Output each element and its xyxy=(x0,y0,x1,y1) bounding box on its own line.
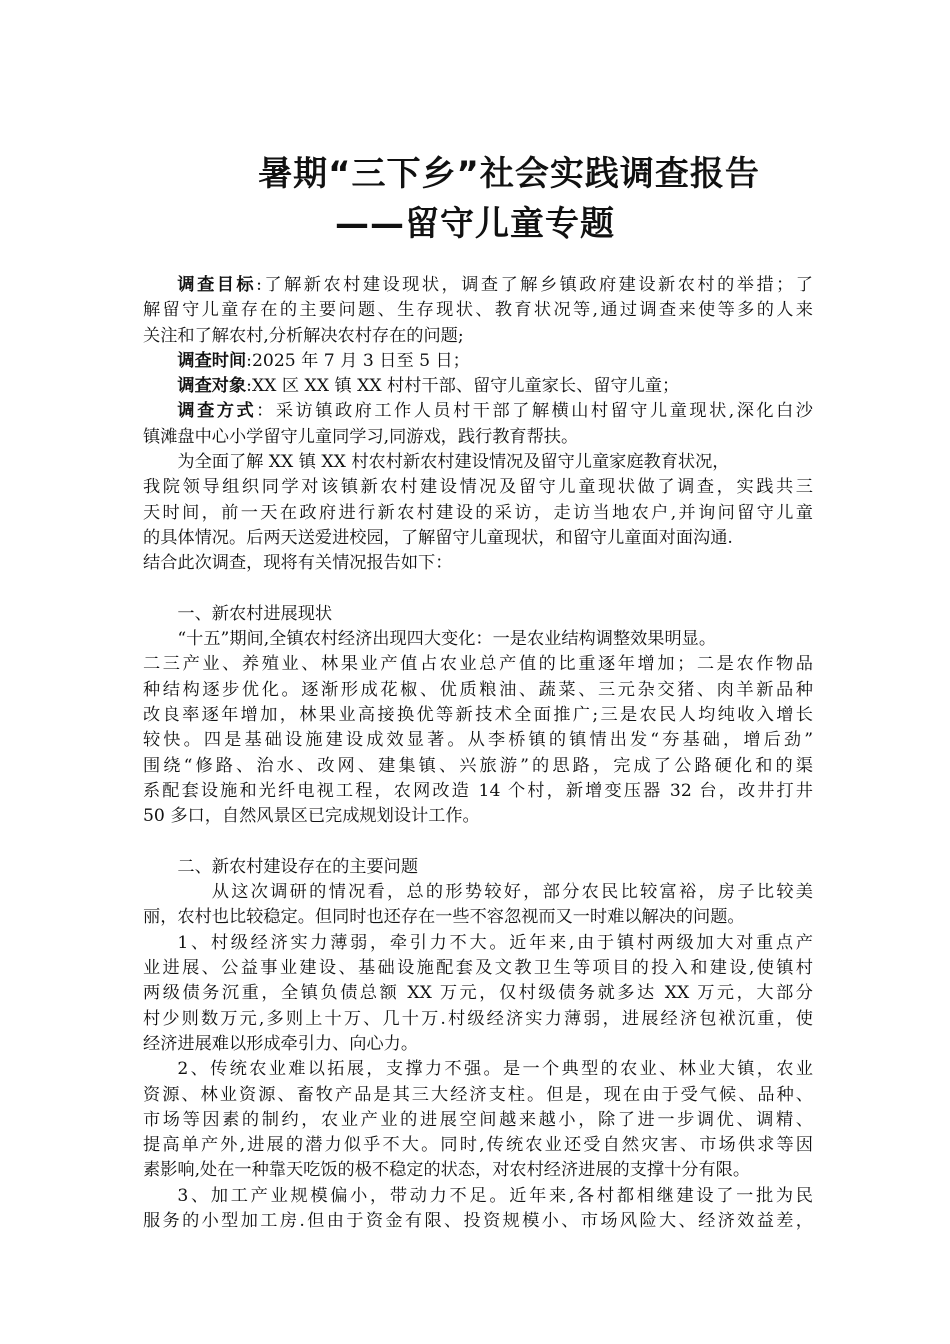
goal-line: 关注和了解农村,分析解决农村存在的问题; xyxy=(143,325,464,346)
section1-line: 系配套设施和光纤电视工程，农网改造 14 个村，新增变压器 32 台，改井打井 xyxy=(143,780,813,801)
section1-line: 50 多口，自然风景区已完成规划设计工作。 xyxy=(143,806,480,827)
report-body xyxy=(143,273,813,1234)
intro-paragraph xyxy=(143,450,813,576)
report-subtitle: ——留守儿童专题 xyxy=(335,204,615,244)
section2-intro-line: 丽，农村也比较稳定。但同时也还存在一些不容忽视而又一时难以解决的问题。 xyxy=(143,907,745,928)
section1-heading: 一、新农村进展现状 xyxy=(177,603,333,624)
item3-line: 3、加工产业规模偏小，带动力不足。近年来,各村都相继建设了一批为民 xyxy=(177,1185,813,1206)
object-line: 调查对象:XX 区 XX 镇 XX 村村干部、留守儿童家长、留守儿童； xyxy=(177,376,680,397)
method-paragraph xyxy=(143,399,813,450)
intro-line: 我院领导组织同学对该镇新农村建设情况及留守儿童现状做了调查，实践共三 xyxy=(143,477,813,498)
section2-intro-paragraph xyxy=(143,880,813,931)
time-line: 调查时间:2025 年 7 月 3 日至 5 日； xyxy=(177,350,470,371)
method-line: 调查方式：采访镇政府工作人员村干部了解横山村留守儿童现状,深化白沙 xyxy=(177,401,813,422)
section2-intro-line: 从这次调研的情况看，总的形势较好，部分农民比较富裕，房子比较美 xyxy=(211,882,813,903)
item3-line: 服务的小型加工房.但由于资金有限、投资规模小、市场风险大、经济效益差， xyxy=(143,1210,813,1231)
item2-line: 素影响,处在一种靠天吃饭的极不稳定的状态，对农村经济进展的支撑十分有限。 xyxy=(143,1160,751,1181)
item1-line: 1、村级经济实力薄弱，牵引力不大。近年来,由于镇村两级加大对重点产 xyxy=(177,932,813,953)
section1-line: 种结构逐步优化。逐渐形成花椒、优质粮油、蔬菜、三元杂交猪、肉羊新品种 xyxy=(143,679,813,700)
section1-line: 改良率逐年增加，林果业高接换优等新技术全面推广;三是农民人均纯收入增长 xyxy=(143,705,813,726)
section1-line: 二三产业、养殖业、林果业产值占农业总产值的比重逐年增加；二是农作物品 xyxy=(143,654,813,675)
section1-line: 较快。四是基础设施建设成效显著。从李桥镇的镇情出发“夯基础，增后劲” xyxy=(143,730,813,751)
report-title: 暑期“三下乡”社会实践调查报告 xyxy=(258,154,760,194)
item2-line: 2、传统农业难以拓展，支撑力不强。是一个典型的农业、林业大镇，农业 xyxy=(177,1059,813,1080)
section1-paragraph xyxy=(143,627,813,829)
item1-line: 经济进展难以形成牵引力、向心力。 xyxy=(143,1033,419,1054)
intro-line: 的具体情况。后两天送爱进校园，了解留守儿童现状，和留守儿童面对面沟通. xyxy=(143,527,733,548)
method-label: 调查方式 xyxy=(177,401,257,422)
section2-heading: 二、新农村建设存在的主要问题 xyxy=(177,856,419,877)
spacer xyxy=(143,577,813,602)
intro-line: 结合此次调查，现将有关情况报告如下： xyxy=(143,553,453,574)
time-label: 调查时间 xyxy=(177,350,247,371)
section2-item1-paragraph xyxy=(143,931,813,1057)
method-line: 镇滩盘中心小学留守儿童同学习,同游戏，践行教育帮扶。 xyxy=(143,426,579,447)
intro-line: 天时间，前一天在政府进行新农村建设的采访，走访当地农户,并询问留守儿童 xyxy=(143,502,813,523)
goal-label: 调查目标 xyxy=(177,275,257,295)
intro-line: 为全面了解 XX 镇 XX 村农村新农村建设情况及留守儿童家庭教育状况， xyxy=(177,452,730,473)
goal-line: 解留守儿童存在的主要问题、生存现状、教育状况等,通过调查来使等多的人来 xyxy=(143,300,813,321)
section2-item2-paragraph xyxy=(143,1057,813,1183)
item2-line: 资源、林业资源、畜牧产品是其三大经济支柱。但是，现在由于受气候、品种、 xyxy=(143,1084,813,1105)
goal-paragraph xyxy=(143,273,813,349)
item1-line: 两级债务沉重，全镇负债总额 XX 万元，仅村级债务就多达 XX 万元，大部分 xyxy=(143,983,813,1004)
item1-line: 村少则数万元,多则上十万、几十万.村级经济实力薄弱，进展经济包袱沉重，使 xyxy=(143,1008,813,1029)
object-label: 调查对象 xyxy=(177,376,247,397)
goal-line: 调查目标:了解新农村建设现状，调查了解乡镇政府建设新农村的举措；了 xyxy=(177,275,813,295)
item2-line: 提高单产外,进展的潜力似乎不大。同时,传统农业还受自然灾害、市场供求等因 xyxy=(143,1135,813,1156)
item1-line: 业进展、公益事业建设、基础设施配套及文教卫生等项目的投入和建设,使镇村 xyxy=(143,958,813,979)
section2-item3-paragraph xyxy=(143,1184,813,1235)
section1-line: “十五”期间,全镇农村经济出现四大变化：一是农业结构调整效果明显。 xyxy=(177,629,717,650)
spacer xyxy=(143,830,813,855)
item2-line: 市场等因素的制约，农业产业的进展空间越来越小，除了进一步调优、调精、 xyxy=(143,1109,813,1130)
section1-line: 围绕“修路、治水、改网、建集镇、兴旅游”的思路，完成了公路硬化和的渠 xyxy=(143,755,813,776)
